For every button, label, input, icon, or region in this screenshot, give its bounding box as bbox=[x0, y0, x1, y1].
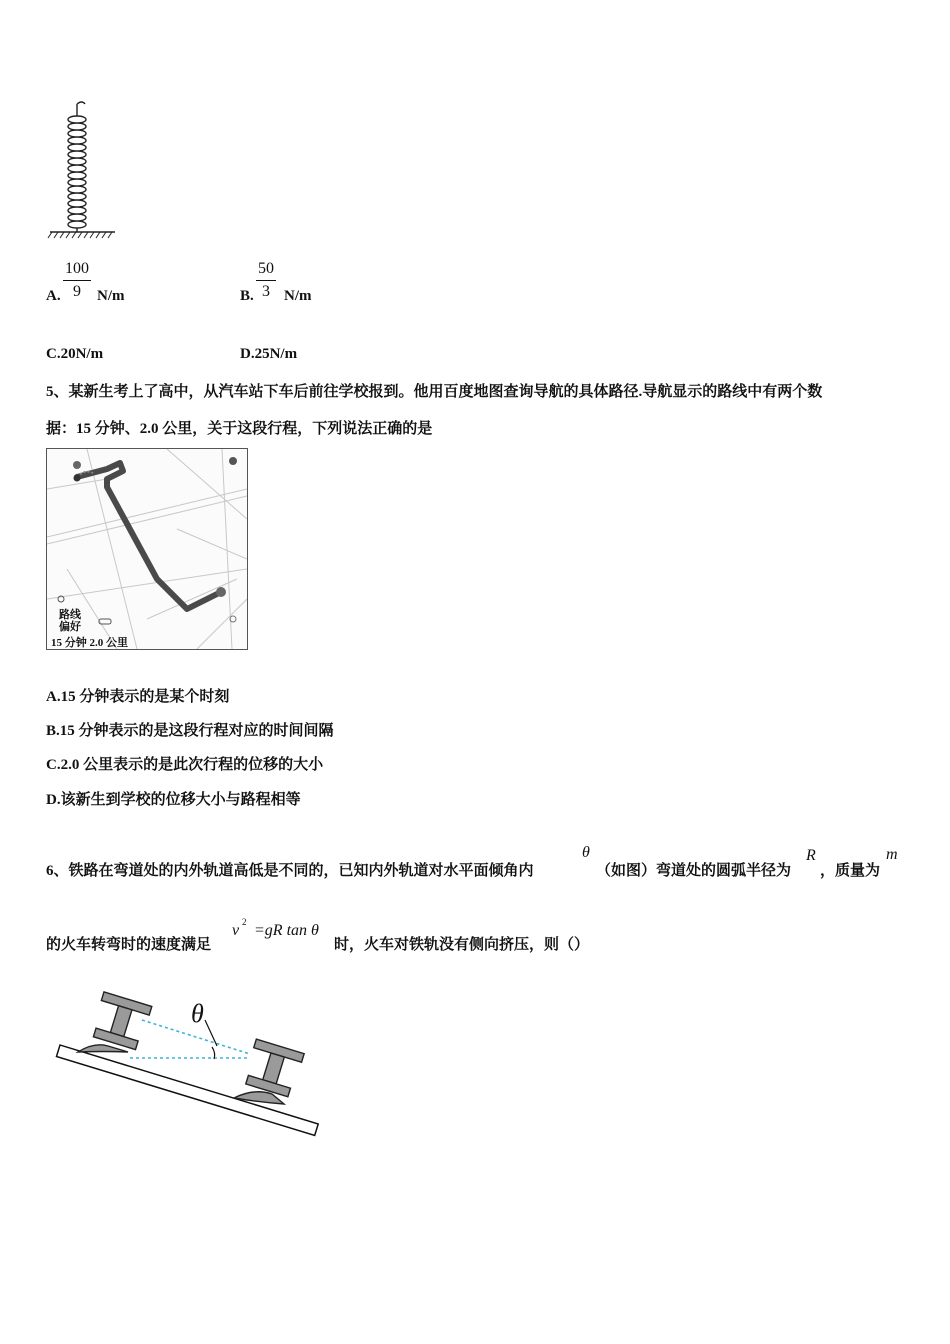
option-b-fraction bbox=[256, 260, 276, 301]
rail-figure bbox=[50, 990, 330, 1145]
question-6-part5: 时，火车对铁轨没有侧向挤压，则（） bbox=[334, 937, 590, 953]
route-preference-line2: 偏好 bbox=[59, 621, 81, 633]
option-b-unit: N/m bbox=[284, 288, 312, 304]
option-a-letter: A. bbox=[46, 288, 61, 304]
option-a-denominator: 9 bbox=[73, 283, 81, 300]
option-d: D.25N/m bbox=[240, 346, 298, 362]
route-preference bbox=[59, 609, 81, 633]
option-b-denominator: 3 bbox=[262, 283, 270, 300]
q5-option-d: D.该新生到学校的位移大小与路程相等 bbox=[46, 792, 301, 808]
formula-exponent: 2 bbox=[242, 917, 247, 927]
option-b-numerator: 50 bbox=[256, 260, 276, 281]
option-b-letter: B. bbox=[240, 288, 254, 304]
question-6-part2: （如图）弯道处的圆弧半径为 bbox=[596, 863, 792, 879]
figure-theta-label: θ bbox=[191, 999, 204, 1028]
option-a-fraction bbox=[63, 260, 91, 301]
theta-symbol: θ bbox=[582, 844, 590, 861]
mass-symbol: m bbox=[886, 846, 898, 863]
navigation-map bbox=[46, 448, 248, 650]
route-preference-line1: 路线 bbox=[59, 609, 81, 621]
q5-option-c: C.2.0 公里表示的是此次行程的位移的大小 bbox=[46, 757, 324, 773]
formula-v: v bbox=[232, 922, 240, 939]
question-6-part3: ，质量为 bbox=[820, 863, 881, 879]
question-6-part1: 6、铁路在弯道处的内外轨道高低是不同的，已知内外轨道对水平面倾角内 bbox=[46, 863, 534, 879]
question-6-part4: 的火车转弯时的速度满足 bbox=[46, 937, 212, 953]
question-5-line1: 5、某新生考上了高中，从汽车站下车后前往学校报到。他用百度地图查询导航的具体路径.导航显示的路线中有两个数 bbox=[46, 384, 823, 400]
question-5-line2: 据：15 分钟、2.0 公里，关于这段行程，下列说法正确的是 bbox=[46, 421, 433, 437]
q5-option-b: B.15 分钟表示的是这段行程对应的时间间隔 bbox=[46, 723, 334, 739]
option-a-numerator: 100 bbox=[63, 260, 91, 281]
radius-symbol: R bbox=[806, 847, 816, 864]
formula-rest: =gR tan θ bbox=[254, 922, 319, 939]
option-a-unit: N/m bbox=[97, 288, 125, 304]
map-caption: 15 分钟 2.0 公里 bbox=[51, 637, 128, 649]
q5-option-a: A.15 分钟表示的是某个时刻 bbox=[46, 689, 230, 705]
spring-figure bbox=[40, 98, 130, 243]
option-c: C.20N/m bbox=[46, 346, 104, 362]
